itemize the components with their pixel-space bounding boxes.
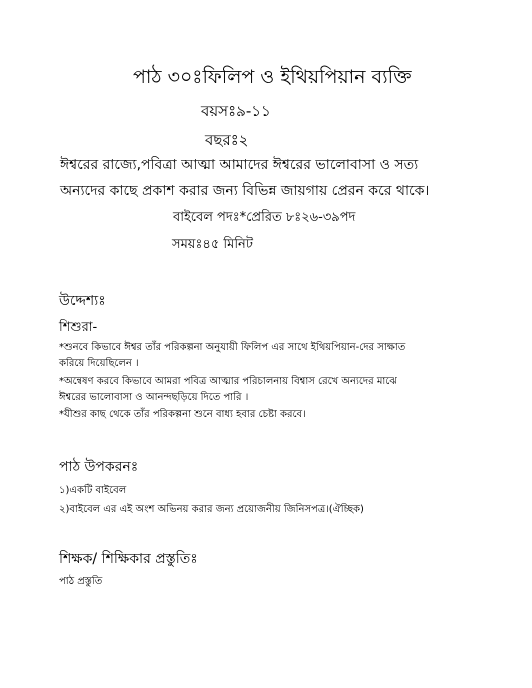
preparation-text: পাঠ প্রস্তুতি: [59, 576, 103, 587]
objective-item: [59, 374, 397, 406]
objective-item: [59, 340, 405, 372]
objectives-subheading: শিশুরা-: [59, 320, 98, 335]
objective-item: [59, 407, 306, 423]
objective-line: *অন্বেষণ করবে কিভাবে আমরা পবিত্র আত্মার পরিচালনায় বিশ্বাস রেখে অন্যদের মাঝে: [59, 376, 397, 387]
materials-heading: পাঠ উপকরনঃ: [59, 459, 139, 475]
intro-line-2: অন্যদের কাছে প্রকাশ করার জন্য বিভিন্ন জায়গায় প্রেরন করে থাকে।: [60, 183, 430, 199]
intro-line-1: ঈশ্বরের রাজ্যে,পবিত্রা আত্মা আমাদের ঈশ্বরের ভালোবাসা ও সত্য: [60, 157, 419, 173]
objective-line: ঈশ্বরের ভালোবাসা ও আনন্দছড়িয়ে দিতে পারি ।: [59, 392, 249, 403]
lesson-duration: সময়ঃ৪৫ মিনিট: [172, 237, 253, 252]
material-item: ১)একটি বাইবেল: [59, 485, 127, 496]
lesson-age: বয়সঃ৯-১১: [201, 102, 271, 120]
objective-line: *যীশুর কাছ থেকে তাঁর পরিকল্পনা শুনে বাধ্য হবার চেষ্টা করবে।: [59, 409, 306, 420]
preparation-heading: শিক্ষক/ শিক্ষিকার প্রস্তুতিঃ: [59, 551, 198, 567]
objective-line: *শুনবে কিভাবে ঈশ্বর তাঁর পরিকল্পনা অনুযায়ী ফিলিপ এর সাথে ইথিয়পিয়ান-দের সাক্ষাত: [59, 342, 406, 353]
objective-line: করিয়ে দিয়েছিলেন ।: [59, 358, 139, 369]
lesson-year: বছরঃ২: [205, 131, 249, 149]
objectives-heading: উদ্দেশ্যঃ: [59, 293, 106, 309]
material-item: ২)বাইবেল এর এই অংশ অভিনয় করার জন্য প্রয়োজনীয় জিনিসপত্র।(ঐচ্ছিক): [59, 504, 364, 515]
bible-reference: বাইবেল পদঃ*প্রেরিত ৮ঃ২৬-৩৯পদ: [173, 210, 356, 225]
lesson-title: পাঠ ৩০ঃফিলিপ ও ইথিয়পিয়ান ব্যক্তি: [133, 66, 412, 88]
